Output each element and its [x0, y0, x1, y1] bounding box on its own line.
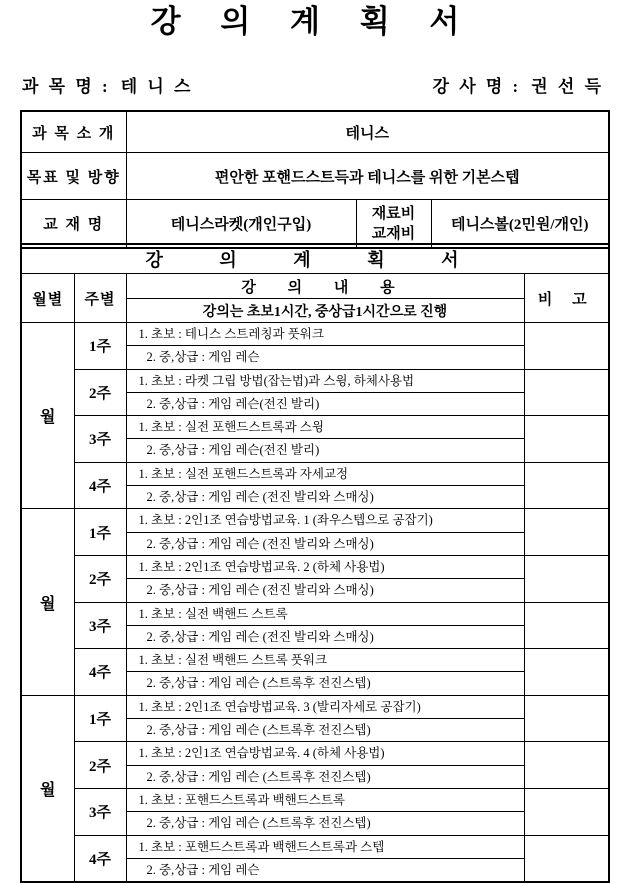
lesson-content-line: 1. 초보 : 2인1조 연습방법교육. 2 (하체 사용법)	[126, 555, 524, 578]
plan-table-body	[21, 244, 609, 882]
fee-label-line1: 재료비	[371, 205, 416, 222]
document-title: 강 의 계 획 서	[150, 4, 476, 39]
lesson-content-line: 1. 초보 : 실전 포핸드스트록과 자세교정	[126, 462, 524, 485]
lesson-content-line: 2. 중,상급 : 게임 레슨	[126, 858, 524, 882]
lesson-content-line: 2. 중,상급 : 게임 레슨(전진 발리)	[126, 392, 524, 415]
fee-label-line2: 교재비	[371, 225, 416, 242]
month-cell: 월	[21, 695, 74, 882]
plan-week-row	[21, 835, 609, 858]
note-cell	[524, 416, 609, 463]
lesson-content-line: 2. 중,상급 : 게임 레슨	[126, 346, 524, 369]
month-cell: 월	[21, 509, 74, 695]
lesson-content-line: 1. 초보 : 2인1조 연습방법교육. 4 (하체 사용법)	[126, 742, 524, 765]
content-note: 강의는 초보1시간, 중상급1시간으로 진행	[126, 299, 524, 323]
course-intro-row	[21, 111, 609, 153]
lesson-content-line: 2. 중,상급 : 게임 레슨 (전진 발리와 스매싱)	[126, 579, 524, 602]
column-header-week: 주별	[74, 274, 126, 323]
week-cell: 1주	[74, 509, 126, 556]
week-cell: 4주	[74, 835, 126, 882]
week-cell: 2주	[74, 555, 126, 602]
week-cell: 3주	[74, 602, 126, 649]
lesson-content-line: 1. 초보 : 실전 백핸드 스트록	[126, 602, 524, 625]
subject-value: 테 니 스	[120, 77, 194, 96]
plan-week-row	[21, 742, 609, 765]
course-info-table	[20, 110, 610, 249]
plan-week-row	[21, 462, 609, 485]
lesson-content-line: 1. 초보 : 2인1조 연습방법교육. 1 (좌우스텝으로 공잡기)	[126, 509, 524, 532]
lesson-content-line: 2. 중,상급 : 게임 레슨 (전진 발리와 스매싱)	[126, 532, 524, 555]
note-cell	[524, 509, 609, 556]
note-cell	[524, 835, 609, 882]
fee-label	[356, 200, 431, 249]
lesson-content-line: 1. 초보 : 포핸드스트록과 백핸드스트록과 스텝	[126, 835, 524, 858]
lesson-content-line: 2. 중,상급 : 게임 레슨 (스트록후 전진스텝)	[126, 719, 524, 742]
note-cell	[524, 555, 609, 602]
week-cell: 1주	[74, 323, 126, 370]
plan-week-row	[21, 369, 609, 392]
subject-instructor-row	[22, 72, 604, 97]
plan-section-title: 강 의 계 획 서	[21, 244, 609, 274]
note-cell	[524, 788, 609, 835]
week-cell: 2주	[74, 742, 126, 789]
plan-week-row	[21, 788, 609, 811]
plan-week-row	[21, 649, 609, 672]
plan-section-title-row	[21, 244, 609, 274]
note-cell	[524, 369, 609, 416]
column-header-note: 비 고	[524, 274, 609, 323]
plan-header-row	[21, 274, 609, 299]
course-goal-row	[21, 153, 609, 200]
course-goal-label: 목표 및 방향	[21, 153, 126, 200]
column-header-content: 강 의 내 용	[126, 274, 524, 299]
month-cell: 월	[21, 323, 74, 509]
note-cell	[524, 602, 609, 649]
fee-value: 테니스볼(2민원/개인)	[431, 200, 609, 249]
week-cell: 4주	[74, 462, 126, 509]
textbook-value: 테니스라켓(개인구입)	[126, 200, 356, 249]
lesson-content-line: 1. 초보 : 포핸드스트록과 백핸드스트록	[126, 788, 524, 811]
lesson-content-line: 2. 중,상급 : 게임 레슨 (스트록후 전진스텝)	[126, 812, 524, 835]
lesson-content-line: 1. 초보 : 실전 포핸드스트록과 스윙	[126, 416, 524, 439]
plan-week-row	[21, 416, 609, 439]
subject-label: 과 목 명 :	[22, 77, 111, 96]
instructor-value: 권 선 득	[531, 77, 604, 96]
lesson-content-line: 1. 초보 : 2인1조 연습방법교육. 3 (발리자세로 공잡기)	[126, 695, 524, 718]
textbook-row	[21, 200, 609, 249]
note-cell	[524, 695, 609, 742]
lesson-content-line: 2. 중,상급 : 게임 레슨(전진 발리)	[126, 439, 524, 462]
note-cell	[524, 649, 609, 696]
week-cell: 2주	[74, 369, 126, 416]
plan-week-row	[21, 323, 609, 346]
note-cell	[524, 462, 609, 509]
plan-week-row	[21, 602, 609, 625]
course-intro-value: 테니스	[126, 111, 609, 153]
note-cell	[524, 323, 609, 370]
instructor-field	[433, 72, 604, 97]
week-cell: 3주	[74, 416, 126, 463]
lesson-content-line: 2. 중,상급 : 게임 레슨 (스트록후 전진스텝)	[126, 765, 524, 788]
textbook-label: 교 재 명	[21, 200, 126, 249]
note-cell	[524, 742, 609, 789]
lesson-content-line: 1. 초보 : 테니스 스트레칭과 풋워크	[126, 323, 524, 346]
lesson-content-line: 2. 중,상급 : 게임 레슨 (스트록후 전진스텝)	[126, 672, 524, 695]
plan-week-row	[21, 555, 609, 578]
column-header-month: 월별	[21, 274, 74, 323]
course-intro-label: 과 목 소 개	[21, 111, 126, 153]
week-cell: 1주	[74, 695, 126, 742]
lesson-content-line: 2. 중,상급 : 게임 레슨 (전진 발리와 스매싱)	[126, 486, 524, 509]
week-cell: 4주	[74, 649, 126, 696]
plan-week-row	[21, 509, 609, 532]
week-cell: 3주	[74, 788, 126, 835]
lecture-plan-table	[20, 243, 610, 883]
lesson-content-line: 1. 초보 : 라켓 그립 방법(잡는법)과 스윙, 하체사용법	[126, 369, 524, 392]
lesson-content-line: 2. 중,상급 : 게임 레슨 (전진 발리와 스매싱)	[126, 625, 524, 648]
plan-week-row	[21, 695, 609, 718]
subject-field	[22, 72, 193, 97]
instructor-label: 강 사 명 :	[432, 77, 522, 96]
course-goal-value: 편안한 포핸드스트득과 테니스를 위한 기본스텝	[126, 153, 609, 200]
lesson-content-line: 1. 초보 : 실전 백핸드 스트록 풋워크	[126, 649, 524, 672]
